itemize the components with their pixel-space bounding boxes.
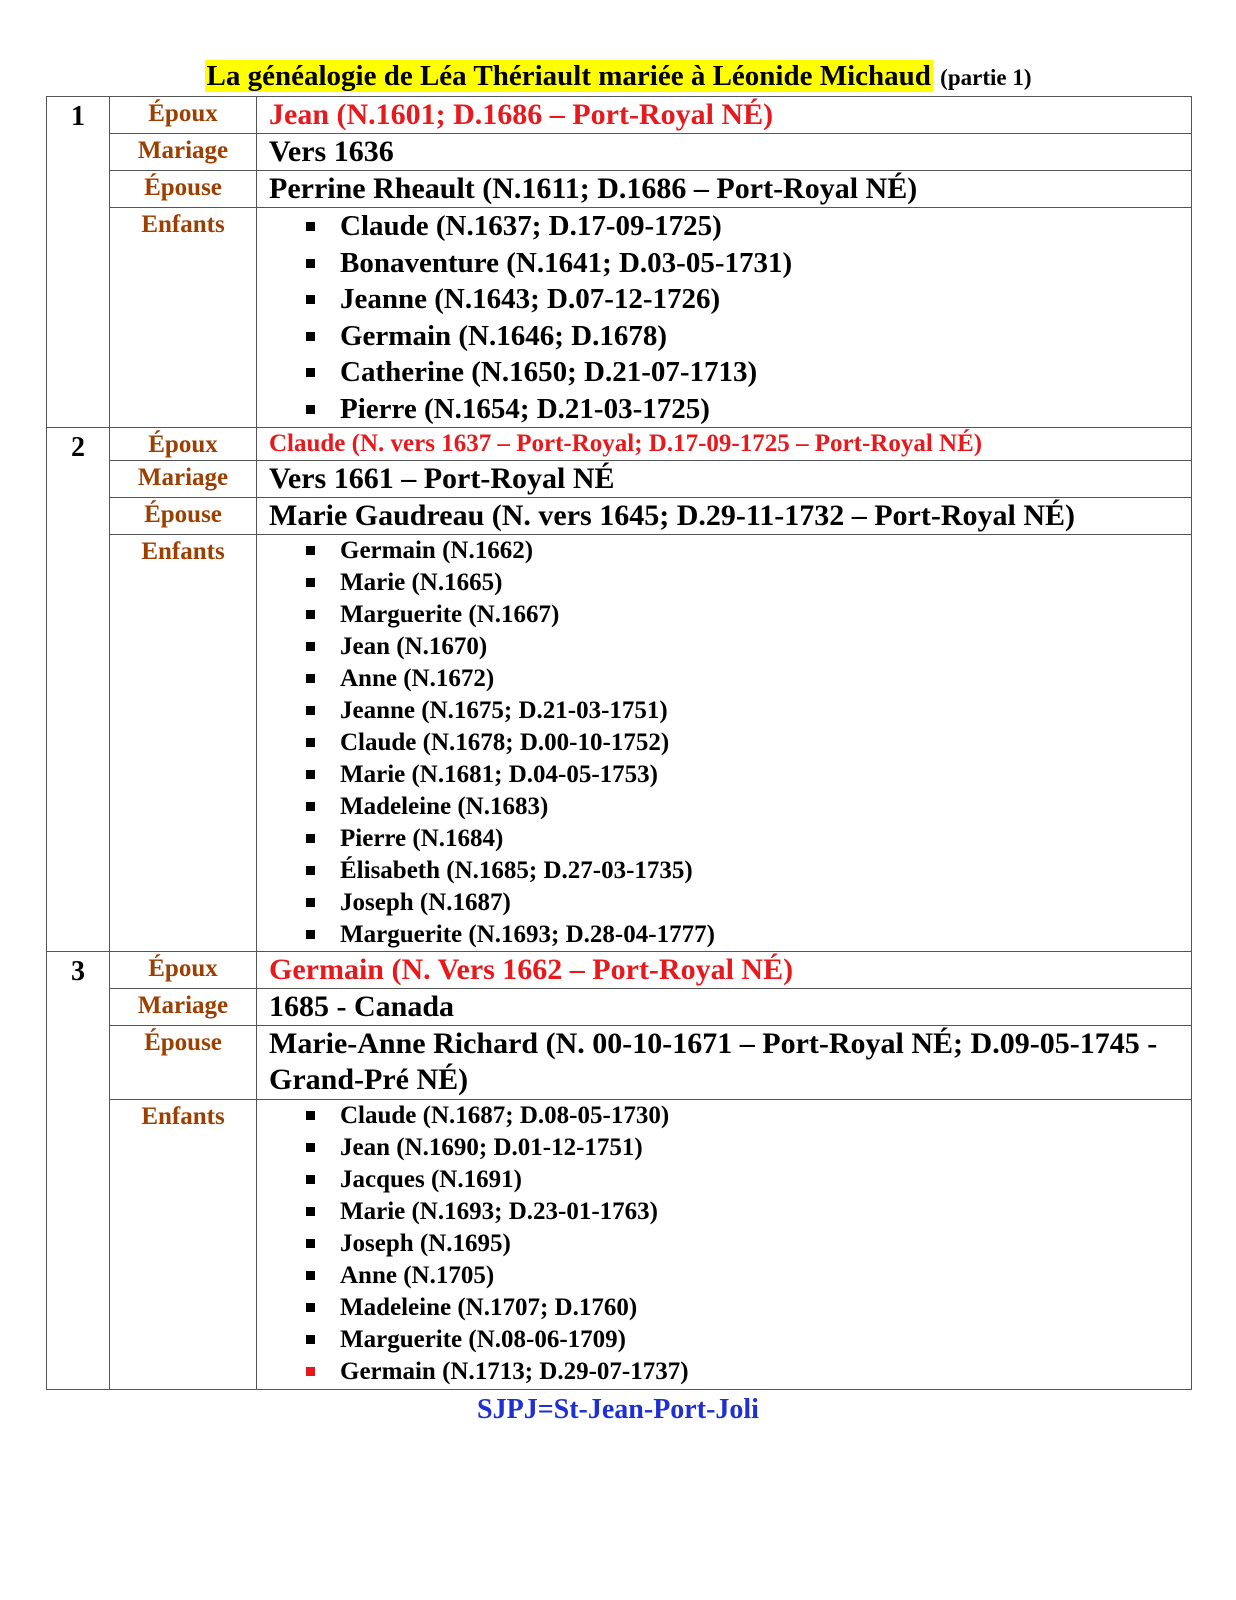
list-item: Marie (N.1665) [305, 567, 1191, 599]
generation-3-mariage-row [47, 989, 1192, 1026]
label-epoux: Époux [110, 952, 257, 989]
page-title [0, 58, 1236, 96]
enfants-cell [257, 535, 1192, 952]
list-item: Joseph (N.1695) [305, 1228, 1191, 1260]
label-enfants: Enfants [110, 208, 257, 428]
list-item: Joseph (N.1687) [305, 887, 1191, 919]
label-epouse: Épouse [110, 171, 257, 208]
list-item: Pierre (N.1684) [305, 823, 1191, 855]
generation-3-epouse-row [47, 1026, 1192, 1100]
list-item: Anne (N.1672) [305, 663, 1191, 695]
list-item: Anne (N.1705) [305, 1260, 1191, 1292]
label-enfants: Enfants [110, 1100, 257, 1390]
list-item: Jean (N.1690; D.01-12-1751) [305, 1132, 1191, 1164]
label-epouse: Épouse [110, 498, 257, 535]
enfants-cell [257, 1100, 1192, 1390]
list-item: Jeanne (N.1643; D.07-12-1726) [305, 281, 1191, 318]
mariage-value: Vers 1636 [257, 134, 1192, 171]
generation-2-mariage-row [47, 461, 1192, 498]
list-item: Germain (N.1646; D.1678) [305, 318, 1191, 355]
generation-1-enfants-row [47, 208, 1192, 428]
children-list [269, 1100, 1191, 1388]
mariage-value: Vers 1661 – Port-Royal NÉ [257, 461, 1192, 498]
label-enfants: Enfants [110, 535, 257, 952]
list-item: Marie (N.1693; D.23-01-1763) [305, 1196, 1191, 1228]
label-mariage: Mariage [110, 989, 257, 1026]
children-list [269, 535, 1191, 951]
list-item: Claude (N.1687; D.08-05-1730) [305, 1100, 1191, 1132]
generation-number: 3 [47, 952, 110, 1390]
label-epoux: Époux [110, 428, 257, 461]
generation-1-mariage-row [47, 134, 1192, 171]
generation-1-epouse-row [47, 171, 1192, 208]
list-item: Marie (N.1681; D.04-05-1753) [305, 759, 1191, 791]
list-item: Élisabeth (N.1685; D.27-03-1735) [305, 855, 1191, 887]
label-mariage: Mariage [110, 134, 257, 171]
children-list [269, 208, 1191, 427]
label-epoux: Époux [110, 97, 257, 134]
epoux-value: Germain (N. Vers 1662 – Port-Royal NÉ) [257, 952, 1192, 989]
list-item: Madeleine (N.1683) [305, 791, 1191, 823]
epoux-value: Jean (N.1601; D.1686 – Port-Royal NÉ) [257, 97, 1192, 134]
generation-2-epouse-row [47, 498, 1192, 535]
generation-1-epoux-row [47, 97, 1192, 134]
footer-abbreviation: SJPJ=St-Jean-Port-Joli [477, 1394, 759, 1425]
genealogy-table [46, 96, 1192, 1390]
generation-3-epoux-row [47, 952, 1192, 989]
list-item: Marguerite (N.1667) [305, 599, 1191, 631]
epouse-value: Marie Gaudreau (N. vers 1645; D.29-11-1732 – Port-Royal NÉ) [257, 498, 1192, 535]
title-main: La généalogie de Léa Thériault mariée à Léonide Michaud [206, 60, 931, 92]
generation-2-epoux-row [47, 428, 1192, 461]
generation-3-enfants-row [47, 1100, 1192, 1390]
list-item: Bonaventure (N.1641; D.03-05-1731) [305, 245, 1191, 282]
label-mariage: Mariage [110, 461, 257, 498]
epouse-value: Marie-Anne Richard (N. 00-10-1671 – Port-Royal NÉ; D.09-05-1745 - Grand-Pré NÉ) [257, 1026, 1192, 1100]
list-item: Madeleine (N.1707; D.1760) [305, 1292, 1191, 1324]
list-item: Marguerite (N.08-06-1709) [305, 1324, 1191, 1356]
mariage-value: 1685 - Canada [257, 989, 1192, 1026]
list-item: Germain (N.1713; D.29-07-1737) [305, 1356, 1191, 1388]
epoux-value: Claude (N. vers 1637 – Port-Royal; D.17-09-1725 – Port-Royal NÉ) [257, 428, 1192, 461]
epouse-value: Perrine Rheault (N.1611; D.1686 – Port-Royal NÉ) [257, 171, 1192, 208]
list-item: Claude (N.1678; D.00-10-1752) [305, 727, 1191, 759]
list-item: Jeanne (N.1675; D.21-03-1751) [305, 695, 1191, 727]
list-item: Marguerite (N.1693; D.28-04-1777) [305, 919, 1191, 951]
label-epouse: Épouse [110, 1026, 257, 1100]
generation-number: 2 [47, 428, 110, 952]
list-item: Catherine (N.1650; D.21-07-1713) [305, 354, 1191, 391]
list-item: Pierre (N.1654; D.21-03-1725) [305, 391, 1191, 428]
title-sub: (partie 1) [940, 65, 1032, 90]
list-item: Jacques (N.1691) [305, 1164, 1191, 1196]
generation-number: 1 [47, 97, 110, 428]
generation-2-enfants-row [47, 535, 1192, 952]
list-item: Germain (N.1662) [305, 535, 1191, 567]
list-item: Jean (N.1670) [305, 631, 1191, 663]
enfants-cell [257, 208, 1192, 428]
list-item: Claude (N.1637; D.17-09-1725) [305, 208, 1191, 245]
